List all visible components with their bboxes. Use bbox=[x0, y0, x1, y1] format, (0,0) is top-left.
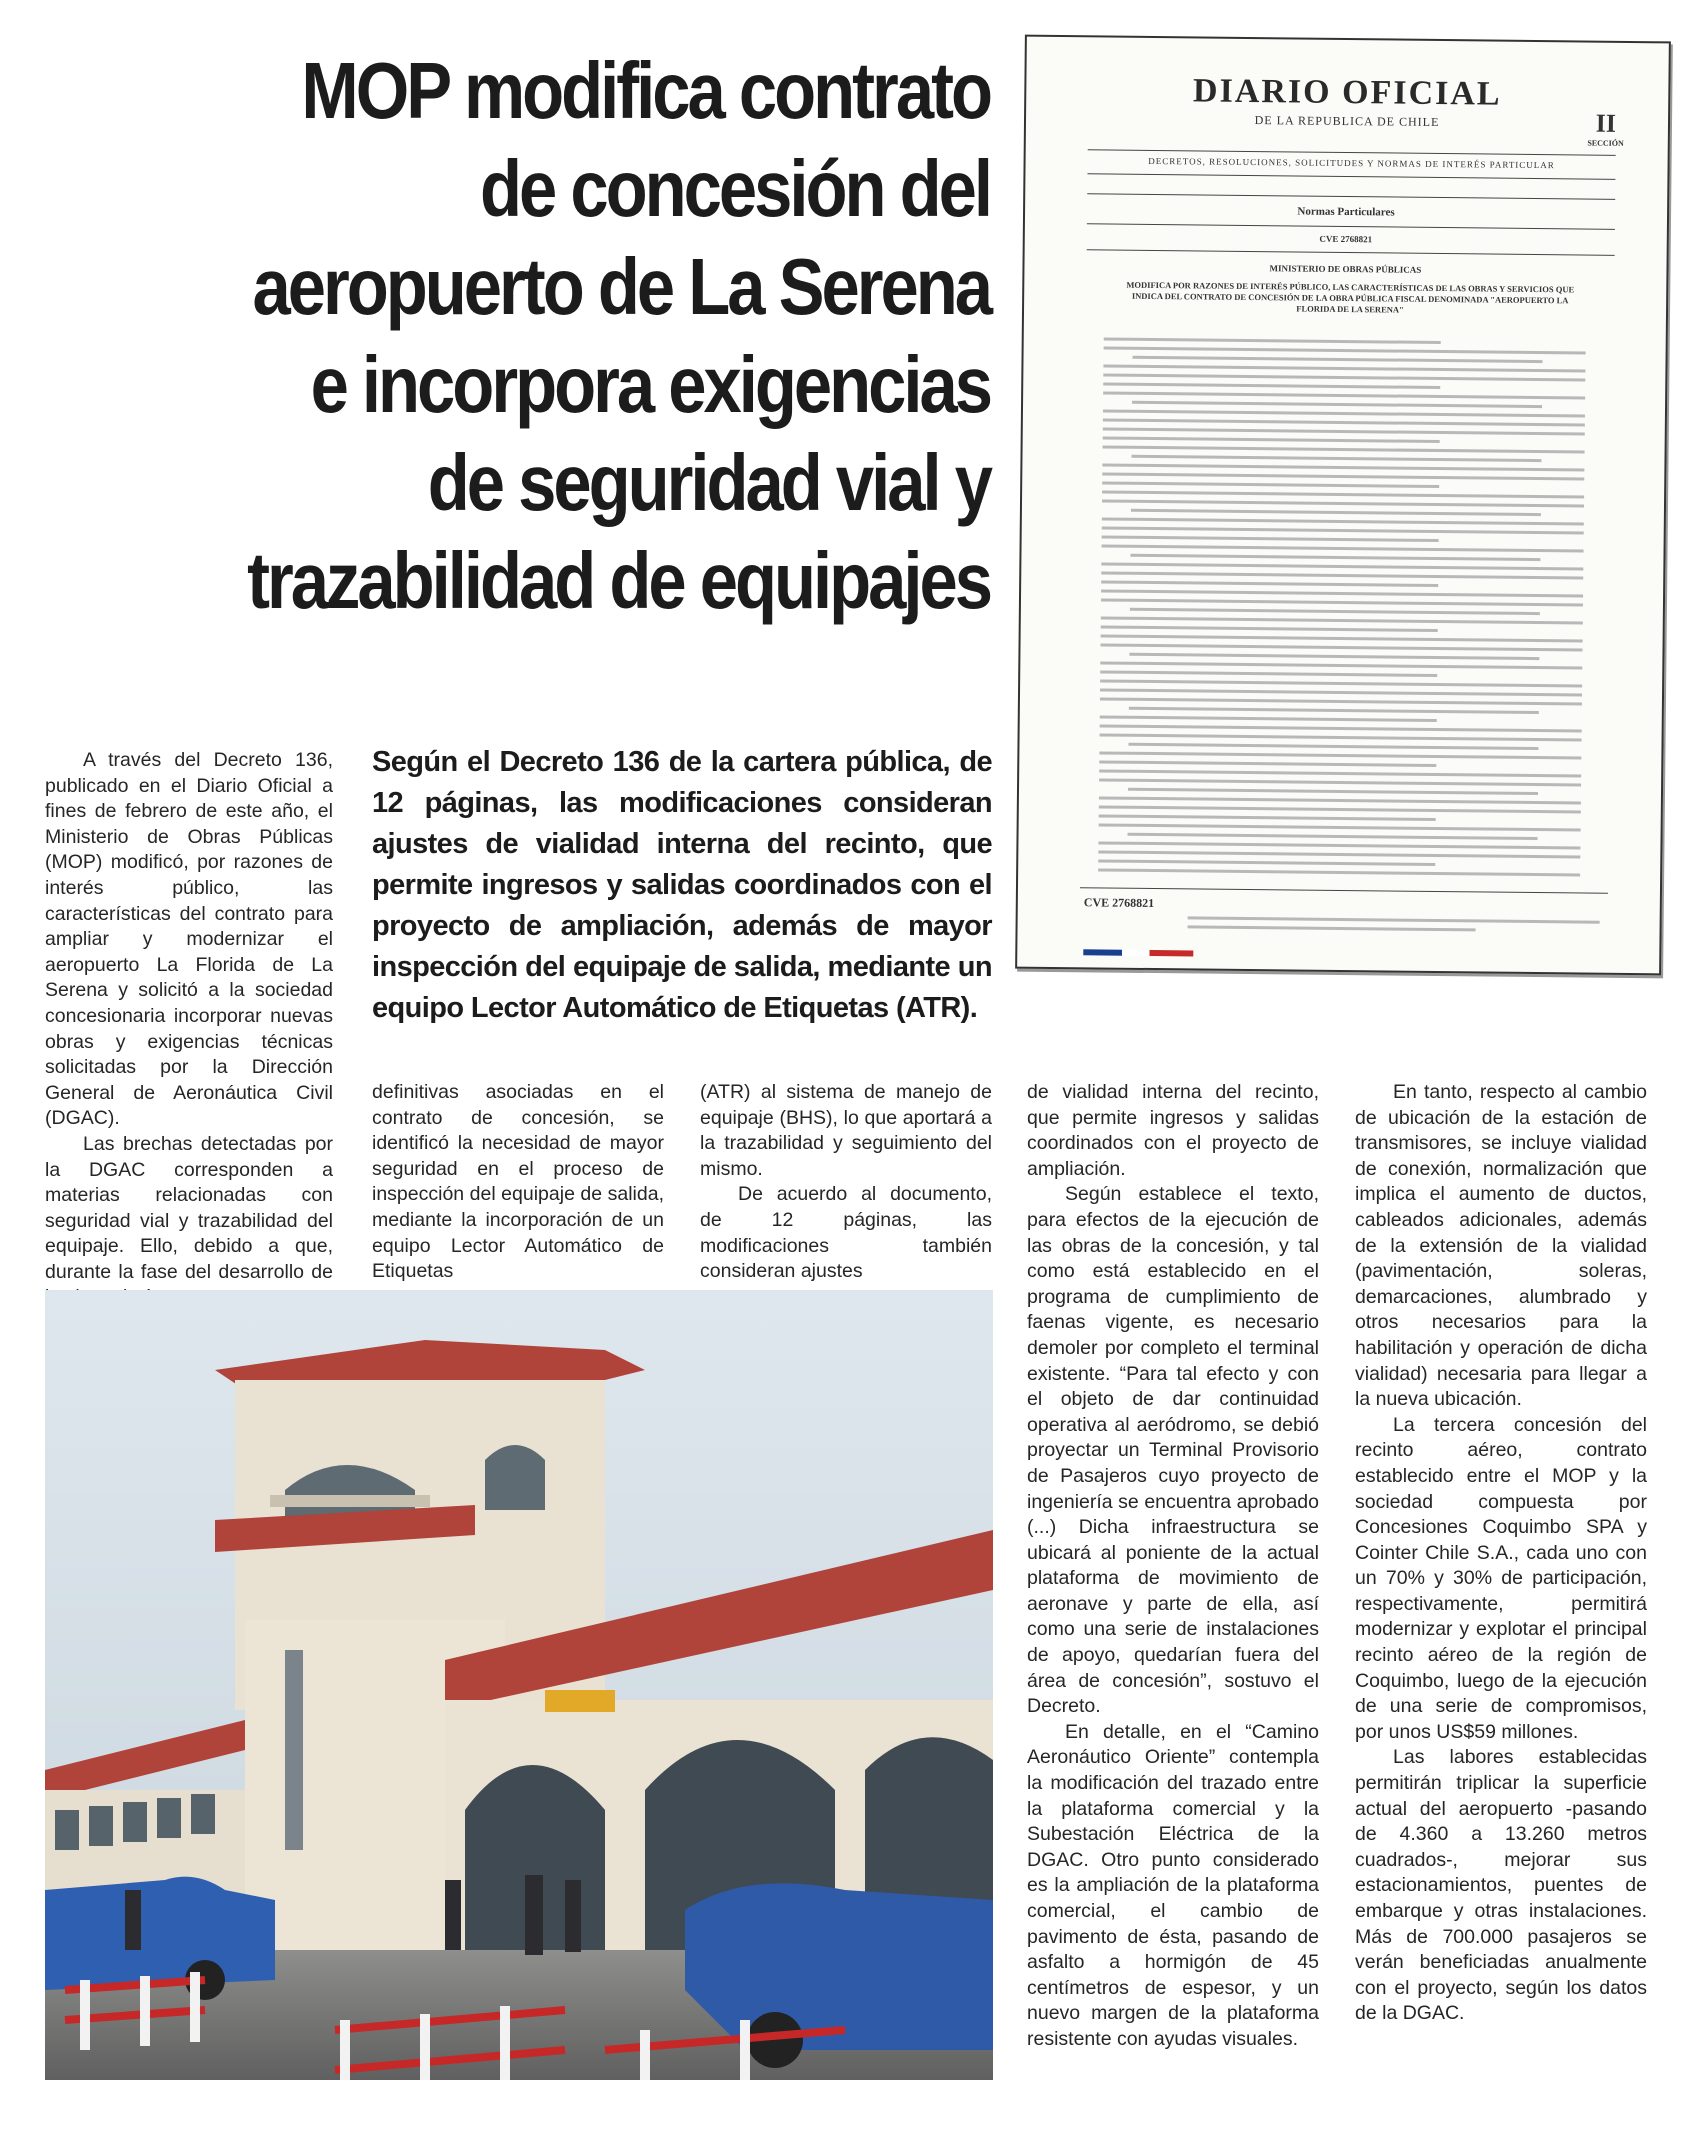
paragraph: de vialidad interna del recinto, que permite ingresos y salidas coordinados con el proyecto de ampliación. bbox=[1027, 1081, 1319, 1180]
paragraph: (ATR) al sistema de manejo de equipaje (BHS), lo que aportará a la trazabilidad y seguimiento del mismo. bbox=[700, 1081, 992, 1180]
paragraph: definitivas asociadas en el contrato de concesión, se identificó la necesidad de mayor seguridad en el proceso de inspección del equipaje de salida, mediante la incorporación de un equipo Lector Automático de Etiquetas bbox=[372, 1081, 664, 1283]
headline-line: trazabilidad de equipajes bbox=[247, 536, 990, 625]
headline-line: aeropuerto de La Serena bbox=[252, 242, 991, 331]
gazette-band: DECRETOS, RESOLUCIONES, SOLICITUDES Y NORMAS DE INTERÉS PARTICULAR bbox=[1148, 155, 1555, 171]
headline bbox=[233, 42, 990, 630]
body-column-1 bbox=[45, 748, 333, 1311]
gazette-body-text bbox=[1098, 337, 1586, 882]
body-column-3 bbox=[700, 1080, 992, 1285]
body-column-2 bbox=[372, 1080, 664, 1285]
headline-line: e incorpora exigencias bbox=[310, 340, 990, 429]
deck: Según el Decreto 136 de la cartera pública, de 12 páginas, las modificaciones consideran ajustes de vialidad interna del recinto, que permite ingresos y salidas coordinados con el proyecto de ampliación, además de mayor inspección del equipaje de salida, mediante un equipo Lector Automático de Etiquetas (ATR). bbox=[372, 746, 992, 1024]
paragraph: Las labores establecidas permitirán triplicar la superficie actual del aeropuerto -pasando de 4.360 a 13.260 metros cuadrados-, mejorar sus estacionamientos, puentes de embarque y otras instalaciones. Más de 700.000 pasajeros se verán beneficiadas anualmente con el proyecto, según los datos de la DGAC. bbox=[1355, 1746, 1647, 2025]
gazette-rule bbox=[1087, 173, 1615, 180]
headline-line: de seguridad vial y bbox=[427, 438, 990, 527]
gazette-cve-bottom: CVE 2768821 bbox=[1083, 895, 1155, 911]
body-column-5 bbox=[1355, 1080, 1647, 2027]
gazette-section-label: SECCIÓN bbox=[1587, 138, 1624, 148]
paragraph: Las brechas detectadas por la DGAC corresponden a materias relacionadas con seguridad vial y trazabilidad del equipaje. Ello, debido a que, durante la fase del desarrollo de bbox=[45, 1132, 333, 1283]
paragraph: De acuerdo al documento, de 12 páginas, las modificaciones también consideran ajustes bbox=[700, 1183, 992, 1283]
gazette-subtitle: DE LA REPUBLICA DE CHILE bbox=[1254, 113, 1440, 129]
diario-oficial-clipping bbox=[1015, 35, 1671, 976]
gazette-rule bbox=[1087, 193, 1615, 200]
gazette-ministry: MINISTERIO DE OBRAS PÚBLICAS bbox=[1269, 263, 1422, 275]
paragraph: En tanto, respecto al cambio de ubicación de la estación de transmisores, se incluye vialidad de conexión, normalización que implica el aumento de ductos, cableados adicionales, además de la extensión de la vialidad (pavimentación, soleras, demarcaciones, alumbrado y otros necesarios para la habilitación y operación de dicha vialidad) necesaria para llegar a la nueva ubicación. bbox=[1355, 1081, 1647, 1411]
gazette-rule bbox=[1080, 887, 1608, 894]
paragraph: En detalle, en el “Camino Aeronáutico Oriente” contempla la modificación del trazado entre la plataforma comercial y la Subestación Eléctrica de la DGAC. Otro punto considerado es la ampliación de la plataforma comercial, el cambio de pavimento de ésta, pasando de asfalto a hormigón de 45 centímetros de espesor, y un nuevo margen de la plataforma resistente con ayudas visuales. bbox=[1027, 1720, 1319, 2050]
body-column-4 bbox=[1027, 1080, 1319, 2053]
paragraph: Según establece el texto, para efectos de la ejecución de las obras de la concesión, y tal como está establecido en el programa de cumplimiento de faenas vigente, es necesario demoler por completo el terminal existente. “Para tal efecto y con el objeto de dar continuidad operativa al aeródromo, se debió proyectar un Terminal Provisorio de Pasajeros cuyo proyecto de ingeniería se encuentra aprobado (...) Dicha infraestructura se ubicará al poniente de la actual plataforma de movimiento de aeronave y parte de ella, así como una serie de instalaciones de apoyo, quedarían fuera del área de concesión”, sostuvo el Decreto. bbox=[1027, 1183, 1319, 1718]
gazette-section: II bbox=[1595, 108, 1617, 138]
airport-terminal-photo bbox=[45, 1290, 993, 2080]
gazette-rule bbox=[1088, 149, 1616, 156]
gazette-rule bbox=[1087, 249, 1615, 256]
gazette-rule bbox=[1087, 223, 1615, 230]
paragraph: A través del Decreto 136, publicado en el Diario Oficial a fines de febrero de este año, el Ministerio de Obras Públicas (MOP) modificó, por razones de interés público, las características del contrato para ampliar y modernizar el aeropuerto La Florida de La Serena y solicitó a la sociedad concesionaria incorporar nuevas obras y exigencias técnicas solicitadas por la Dirección General de Aeronáutica Civil (DGAC). bbox=[45, 749, 333, 1130]
gazette-title: DIARIO OFICIAL bbox=[1192, 72, 1502, 113]
gazette-decree-heading: MODIFICA POR RAZONES DE INTERÉS PÚBLICO, LAS CARACTERÍSTICAS DE LAS OBRAS Y SERVICIOS QUE INDICA DEL CONTRATO DE CONCESIÓN DE LA OBRA PÚBLICA FISCAL DENOMINADA "AEROPUERTO LA FLORIDA DE LA SERENA" bbox=[1126, 279, 1575, 315]
gazette-cve-top: CVE 2768821 bbox=[1319, 233, 1373, 245]
gazette-footer-text bbox=[1187, 916, 1599, 938]
gazette-normas: Normas Particulares bbox=[1297, 205, 1395, 219]
headline-line: MOP modifica contrato bbox=[301, 46, 990, 135]
headline-line: de concesión del bbox=[479, 144, 990, 233]
paragraph: La tercera concesión del recinto aéreo, contrato establecido entre el MOP y la sociedad compuesta por Concesiones Coquimbo SPA y Cointer Chile S.A., cada uno con un 70% y 30% de participación, respectivamente, permitirá modernizar y explotar el principal recinto aéreo de la región de Coquimbo, luego de la ejecución de una serie de compromisos, por unos US$59 millones. bbox=[1355, 1413, 1647, 1743]
chile-flag-strip bbox=[1083, 949, 1193, 956]
